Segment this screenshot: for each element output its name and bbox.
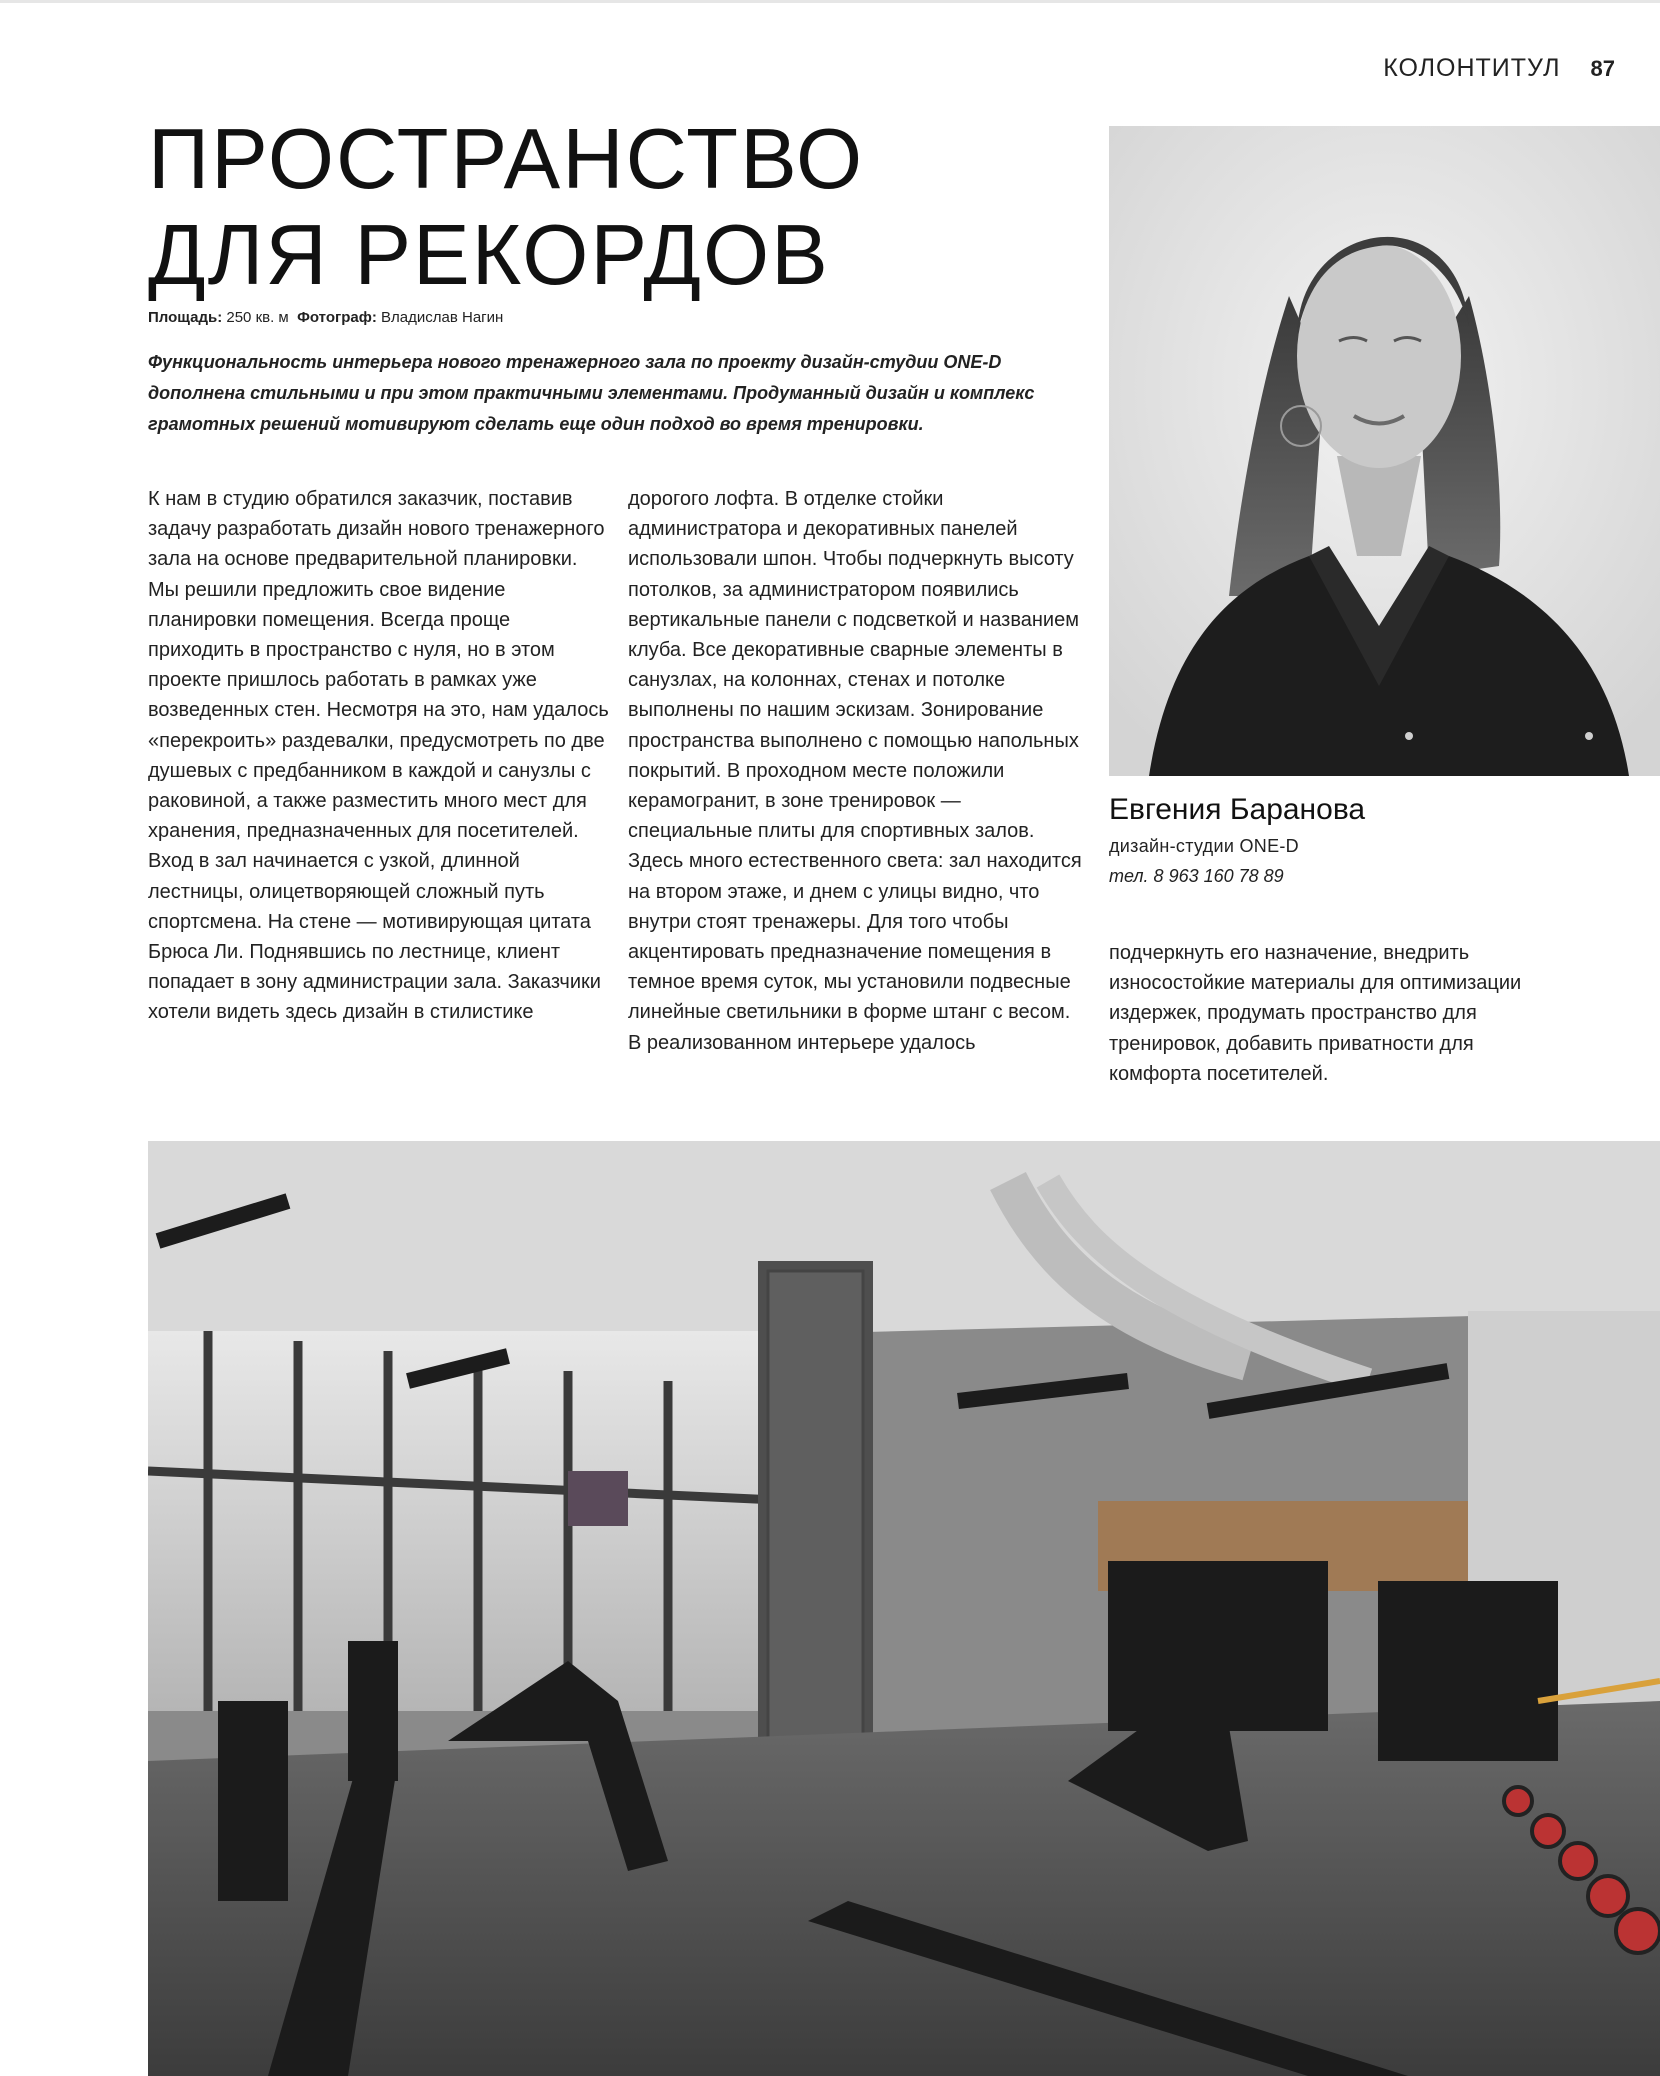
article-title-line-2: ДЛЯ РЕКОРДОВ: [148, 208, 830, 303]
article-credits: [148, 309, 503, 326]
designer-portrait-photo: [1109, 126, 1660, 776]
area-label: Площадь:: [148, 309, 223, 326]
area-value: 250 кв. м: [226, 309, 289, 326]
body-column-2: дорогого лофта. В отделке стойки администратора и декоративных панелей использовали шпон. Чтобы подчеркнуть высоту потолков, за администратором появились вертикальные панели с подсветкой и названием клуба. Все декоративные сварные элементы в санузлах, на колоннах, стенах и потолке выполнены по нашим эскизам. Зонирование пространства выполнено с помощью напольных покрытий. В проходном месте положили керамогранит, в зоне тренировок — специальные плиты для спортивных залов. Здесь много естественного света: зал находится на втором этаже, и днем с улицы видно, что внутри стоят тренажеры. Для того чтобы акцентировать предназначение помещения в темное время суток, мы установили подвесные линейные светильники в форме штанг с весом. В реализованном интерьере удалось: [628, 488, 1082, 1054]
article-lead: Функциональность интерьера нового тренажерного зала по проекту дизайн-студии ONE-D дополнена стильными и при этом практичными элементами. Продуманный дизайн и комплекс грамотных решений мотивируют сделать еще один подход во время тренировки.: [148, 352, 1035, 434]
article-title: [148, 112, 864, 304]
designer-phone: тел. 8 963 160 78 89: [1109, 866, 1284, 886]
top-rule: [0, 0, 1660, 3]
body-column-1: К нам в студию обратился заказчик, поставив задачу разработать дизайн нового тренажерного зала на основе предварительной планировки. Мы решили предложить свое видение планировки помещения. Всегда проще приходить в пространство с нуля, но в этом проекте пришлось работать в рамках уже возведенных стен. Несмотря на это, нам удалось «перекроить» раздевалки, предусмотреть по две душевых с предбанником в каждой и санузлы с раковиной, а также разместить много мест для хранения, предназначенных для посетителей. Вход в зал начинается с узкой, длинной лестницы, олицетворяющей сложный путь спортсмена. На стене — мотивирующая цитата Брюса Ли. Поднявшись по лестнице, клиент попадает в зону администрации зала. Заказчики хотели видеть здесь дизайн в стилистике: [148, 488, 609, 1024]
article-title-line-1: ПРОСТРАНСТВО: [148, 112, 865, 207]
page-number: 87: [1590, 56, 1615, 81]
designer-company: дизайн-студии ONE-D: [1109, 836, 1299, 856]
section-name: КОЛОНТИТУЛ: [1383, 54, 1561, 82]
photographer-value: Владислав Нагин: [381, 309, 504, 326]
designer-name: Евгения Баранова: [1109, 793, 1366, 826]
gym-interior-photo: [148, 1141, 1660, 2076]
body-column-3: подчеркнуть его назначение, внедрить износостойкие материалы для оптимизации издержек, продумать пространство для тренировок, добавить приватности для комфорта посетителей.: [1109, 942, 1522, 1085]
running-head: [1383, 54, 1615, 83]
photographer-label: Фотограф:: [297, 309, 377, 326]
